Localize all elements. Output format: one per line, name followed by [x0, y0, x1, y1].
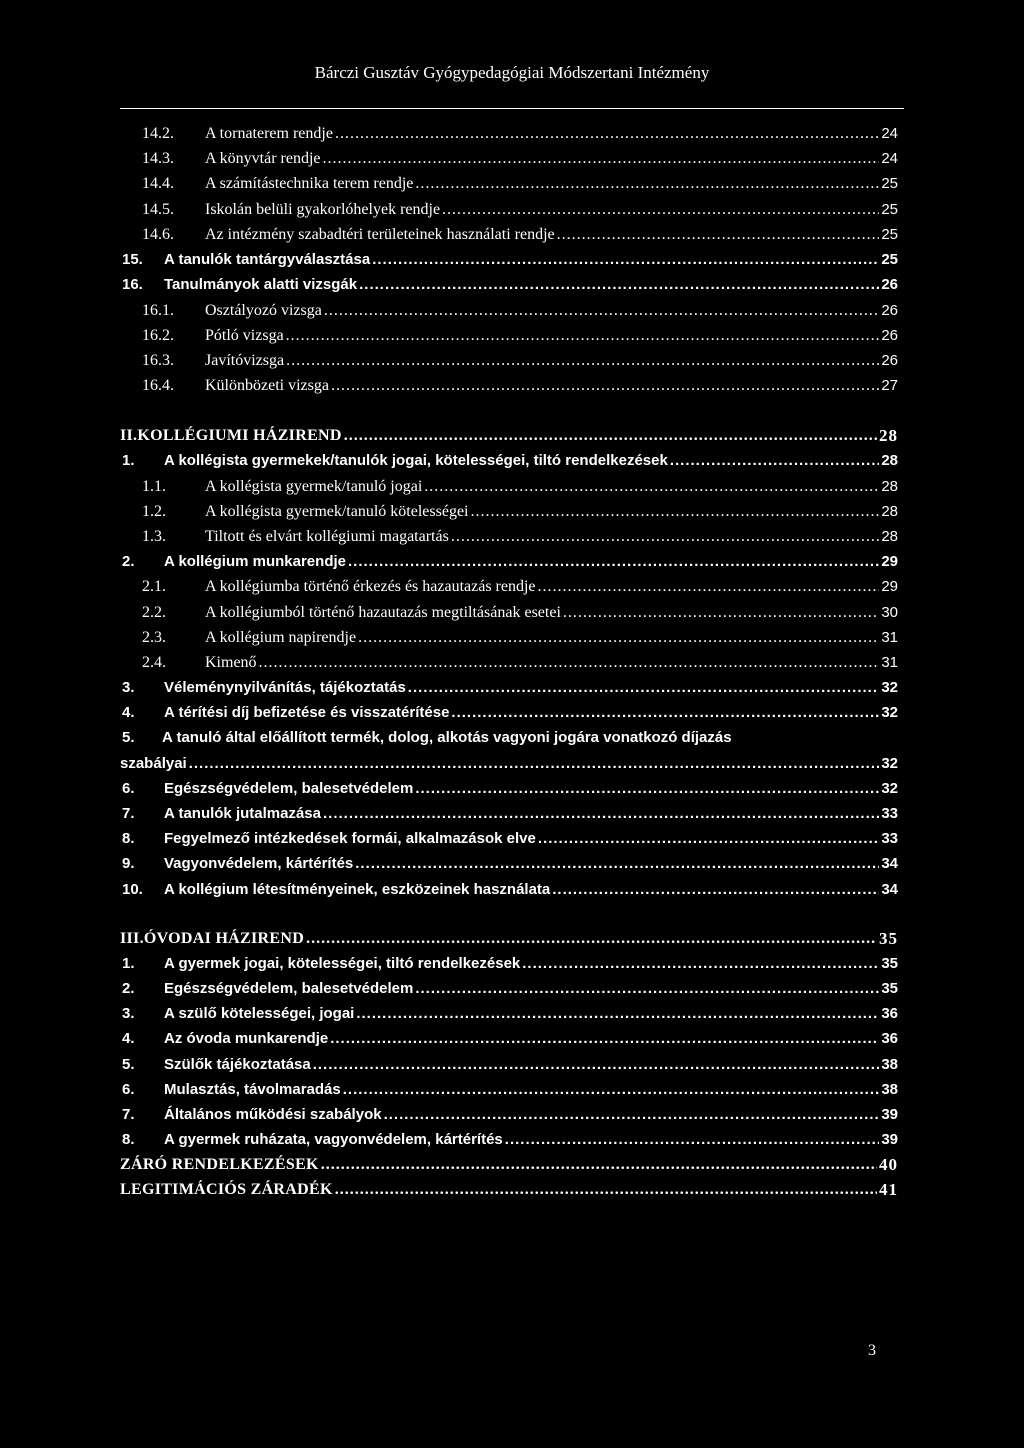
toc-entry-title: A gyermek jogai, kötelességei, tiltó rendelkezések — [164, 955, 521, 972]
toc-entry-title: A kollégista gyermekek/tanulók jogai, kötelességei, tiltó rendelkezések — [164, 452, 668, 469]
toc-entry-title: A gyermek ruházata, vagyonvédelem, kártérítés — [164, 1131, 503, 1148]
toc-entry-page: 41 — [879, 1180, 898, 1199]
toc-entry[interactable] — [120, 351, 898, 371]
toc-entry[interactable] — [120, 174, 898, 194]
toc-entry-title: A tanulók jutalmazása — [164, 805, 321, 822]
toc-entry-page: 34 — [881, 855, 898, 872]
dot-leader — [259, 653, 880, 673]
toc-entry[interactable] — [120, 149, 898, 169]
dot-leader — [323, 804, 879, 824]
toc-entry-title: Javítóvizsga — [205, 352, 285, 369]
toc-entry-page: 26 — [881, 352, 898, 369]
dot-leader — [415, 779, 879, 799]
dot-leader — [563, 603, 879, 623]
toc-part-heading[interactable] — [120, 1155, 898, 1175]
toc-entry-number: 4. — [122, 1030, 135, 1047]
toc-entry-page: 26 — [881, 302, 898, 319]
toc-entry[interactable] — [120, 301, 898, 321]
toc-entry[interactable] — [120, 451, 898, 471]
toc-entry-number: 14.6. — [142, 226, 174, 243]
toc-entry[interactable] — [120, 1105, 898, 1125]
toc-entry[interactable] — [120, 779, 898, 799]
toc-entry[interactable] — [120, 628, 898, 648]
dot-leader — [343, 1080, 880, 1100]
toc-part-heading[interactable] — [120, 1180, 898, 1200]
toc-entry-page: 36 — [881, 1030, 898, 1047]
toc-entry-number: 15. — [122, 251, 143, 268]
dot-leader — [670, 451, 880, 471]
toc-entry-number: 2.4. — [142, 654, 166, 671]
dot-leader — [415, 979, 879, 999]
toc-entry-title: A kollégium napirendje — [205, 629, 357, 646]
toc-entry-page: 39 — [881, 1131, 898, 1148]
toc-entry-number: 16.2. — [142, 327, 174, 344]
dot-leader — [286, 326, 880, 346]
toc-entry-page: 30 — [881, 604, 898, 621]
toc-entry[interactable] — [120, 124, 898, 144]
toc-entry-page: 28 — [879, 426, 898, 445]
toc-entry-number: 1. — [122, 955, 135, 972]
toc-entry-number: 3. — [122, 1005, 135, 1022]
toc-entry-title: Különbözeti vizsga — [205, 377, 329, 394]
toc-entry[interactable] — [120, 275, 898, 295]
toc-entry-title-continuation: szabályai — [120, 755, 187, 772]
toc-entry-number: 16.4. — [142, 377, 174, 394]
toc-entry-number: 2. — [122, 553, 135, 570]
toc-entry-title: LEGITIMÁCIÓS ZÁRADÉK — [120, 1181, 333, 1198]
toc-entry-number: 10. — [122, 881, 143, 898]
toc-entry-title: A könyvtár rendje — [205, 150, 321, 167]
dot-leader — [424, 477, 879, 497]
toc-entry-number: 16.3. — [142, 352, 174, 369]
toc-entry-number: 14.5. — [142, 201, 174, 218]
toc-entry-number: 16. — [122, 276, 143, 293]
dot-leader — [538, 829, 879, 849]
toc-entry-number: 9. — [122, 855, 135, 872]
toc-part-heading[interactable] — [120, 426, 898, 446]
toc-entry-title: Iskolán belüli gyakorlóhelyek rendje — [205, 201, 441, 218]
toc-entry[interactable] — [120, 326, 898, 346]
toc-entry[interactable] — [120, 225, 898, 245]
toc-entry-title: Tanulmányok alatti vizsgák — [164, 276, 358, 293]
toc-entry-title: III.ÓVODAI HÁZIREND — [120, 930, 305, 947]
toc-entry-page: 28 — [881, 478, 898, 495]
toc-entry-page: 39 — [881, 1106, 898, 1123]
toc-entry-number: 3. — [122, 679, 135, 696]
toc-entry[interactable] — [120, 804, 898, 824]
toc-entry-title: A kollégium munkarendje — [164, 553, 346, 570]
toc-entry-title: A kollégium létesítményeinek, eszközeinek használata — [164, 881, 551, 898]
toc-entry-page: 25 — [881, 226, 898, 243]
toc-entry-wrapped-line[interactable] — [122, 728, 732, 748]
dot-leader — [372, 250, 879, 270]
toc-entry[interactable] — [120, 1055, 898, 1075]
toc-entry-page: 32 — [881, 704, 898, 721]
toc-entry-page: 27 — [881, 377, 898, 394]
toc-entry-title: Osztályozó vizsga — [205, 302, 322, 319]
toc-entry-title: A szülő kötelességei, jogai — [164, 1005, 355, 1022]
toc-entry[interactable] — [120, 653, 898, 673]
toc-part-heading[interactable] — [120, 929, 898, 949]
toc-entry-page: 24 — [881, 125, 898, 142]
dot-leader — [538, 577, 880, 597]
dot-leader — [189, 754, 880, 774]
dot-leader — [321, 1155, 877, 1175]
toc-entry[interactable] — [120, 979, 898, 999]
dot-leader — [358, 628, 879, 648]
toc-entry[interactable] — [120, 577, 898, 597]
toc-entry-page: 28 — [881, 452, 898, 469]
dot-leader — [451, 703, 879, 723]
toc-entry-title: A kollégista gyermek/tanuló jogai — [205, 478, 423, 495]
toc-entry-number: 2. — [122, 980, 135, 997]
toc-entry-page: 38 — [881, 1056, 898, 1073]
toc-entry-title: Kimenő — [205, 654, 257, 671]
toc-entry-number: 5. — [122, 729, 135, 746]
toc-entry-title: Általános működési szabályok — [164, 1106, 382, 1123]
dot-leader — [451, 527, 880, 547]
dot-leader — [323, 149, 880, 169]
toc-entry-number: 4. — [122, 704, 135, 721]
dot-leader — [335, 1180, 877, 1200]
toc-entry-title: Vagyonvédelem, kártérítés — [164, 855, 354, 872]
toc-entry[interactable] — [120, 250, 898, 270]
toc-entry-number: 1.2. — [142, 503, 166, 520]
toc-entry-page: 25 — [881, 251, 898, 268]
toc-entry-title: Pótló vizsga — [205, 327, 284, 344]
toc-entry-page: 29 — [881, 553, 898, 570]
toc-entry-title: A tanulók tantárgyválasztása — [164, 251, 371, 268]
dot-leader — [344, 426, 877, 446]
toc-entry-page: 33 — [881, 805, 898, 822]
toc-entry-title: A számítástechnika terem rendje — [205, 175, 414, 192]
toc-entry-title: A kollégiumból történő hazautazás megtiltásának esetei — [205, 604, 561, 621]
toc-entry-page: 28 — [881, 528, 898, 545]
toc-entry[interactable] — [120, 954, 898, 974]
toc-entry-title: A tanuló által előállított termék, dolog, alkotás vagyoni jogára vonatkozó díjazás — [162, 729, 732, 746]
toc-entry[interactable] — [120, 854, 898, 874]
dot-leader — [557, 225, 880, 245]
toc-entry[interactable] — [120, 1080, 898, 1100]
toc-entry-page: 29 — [881, 578, 898, 595]
toc-entry-number: 1.3. — [142, 528, 166, 545]
toc-entry-number: 16.1. — [142, 302, 174, 319]
toc-entry-number: 2.2. — [142, 604, 166, 621]
dot-leader — [306, 929, 877, 949]
toc-entry-title: A kollégista gyermek/tanuló kötelességei — [205, 503, 469, 520]
toc-entry-page: 40 — [879, 1155, 898, 1174]
dot-leader — [313, 1055, 880, 1075]
dot-leader — [442, 200, 879, 220]
toc-entry[interactable] — [120, 1029, 898, 1049]
toc-entry[interactable] — [120, 678, 898, 698]
toc-entry-number: 6. — [122, 1081, 135, 1098]
toc-entry[interactable] — [120, 829, 898, 849]
toc-entry-page: 32 — [881, 755, 898, 772]
toc-entry-page: 26 — [881, 276, 898, 293]
page-header: Bárczi Gusztáv Gyógypedagógiai Módszertani Intézmény — [314, 63, 710, 82]
toc-entry-number: 7. — [122, 1106, 135, 1123]
toc-entry-page: 38 — [881, 1081, 898, 1098]
toc-entry-number: 8. — [122, 1131, 135, 1148]
toc-entry-number: 1.1. — [142, 478, 166, 495]
dot-leader — [408, 678, 880, 698]
toc-entry-title: A térítési díj befizetése és visszatérítése — [164, 704, 450, 721]
toc-entry-page: 31 — [881, 654, 898, 671]
dot-leader — [471, 502, 880, 522]
dot-leader — [522, 954, 879, 974]
toc-entry-number: 14.4. — [142, 175, 174, 192]
toc-entry-title: Az intézmény szabadtéri területeinek használati rendje — [205, 226, 555, 243]
toc-entry-title: Az óvoda munkarendje — [164, 1030, 329, 1047]
toc-entry[interactable] — [120, 527, 898, 547]
dot-leader — [286, 351, 879, 371]
toc-entry-page: 28 — [881, 503, 898, 520]
toc-entry[interactable] — [120, 200, 898, 220]
toc-entry-title: ZÁRÓ RENDELKEZÉSEK — [120, 1156, 319, 1173]
toc-entry-page: 35 — [881, 955, 898, 972]
toc-entry-number: 2.1. — [142, 578, 166, 595]
toc-entry-page: 36 — [881, 1005, 898, 1022]
toc-entry-page: 34 — [881, 881, 898, 898]
toc-entry-title: Egészségvédelem, balesetvédelem — [164, 780, 414, 797]
dot-leader — [330, 1029, 879, 1049]
toc-entry-title: Szülők tájékoztatása — [164, 1056, 311, 1073]
toc-entry-title: Tiltott és elvárt kollégiumi magatartás — [205, 528, 449, 545]
toc-entry-page: 31 — [881, 629, 898, 646]
toc-entry[interactable] — [120, 754, 898, 774]
dot-leader — [552, 880, 879, 900]
toc-entry-page: 25 — [881, 175, 898, 192]
toc-entry-page: 24 — [881, 150, 898, 167]
toc-entry-title: Fegyelmező intézkedések formái, alkalmazások elve — [164, 830, 536, 847]
dot-leader — [384, 1105, 880, 1125]
toc-entry[interactable] — [120, 703, 898, 723]
dot-leader — [355, 854, 879, 874]
toc-entry-number: 1. — [122, 452, 135, 469]
toc-entry-page: 35 — [881, 980, 898, 997]
toc-entry-number: 7. — [122, 805, 135, 822]
toc-entry-number: 8. — [122, 830, 135, 847]
dot-leader — [505, 1130, 880, 1150]
toc-entry[interactable] — [120, 1130, 898, 1150]
toc-entry[interactable] — [120, 603, 898, 623]
page-number: 3 — [868, 1342, 876, 1359]
toc-entry[interactable] — [120, 477, 898, 497]
dot-leader — [415, 174, 879, 194]
dot-leader — [335, 124, 879, 144]
toc-entry[interactable] — [120, 552, 898, 572]
toc-entry[interactable] — [120, 502, 898, 522]
toc-entry-page: 32 — [881, 780, 898, 797]
toc-entry-page: 26 — [881, 327, 898, 344]
dot-leader — [331, 376, 879, 396]
dot-leader — [348, 552, 879, 572]
toc-entry-number: 14.2. — [142, 125, 174, 142]
dot-leader — [359, 275, 879, 295]
toc-entry-page: 35 — [879, 929, 898, 948]
toc-entry-title: Egészségvédelem, balesetvédelem — [164, 980, 414, 997]
toc-entry-title: A tornaterem rendje — [205, 125, 333, 142]
dot-leader — [324, 301, 879, 321]
toc-entry-title: II.KOLLÉGIUMI HÁZIREND — [120, 427, 342, 444]
toc-entry-page: 33 — [881, 830, 898, 847]
toc-entry[interactable] — [120, 376, 898, 396]
toc-entry-title: A kollégiumba történő érkezés és hazautazás rendje — [205, 578, 536, 595]
toc-entry-number: 2.3. — [142, 629, 166, 646]
toc-entry-title: Mulasztás, távolmaradás — [164, 1081, 341, 1098]
toc-entry-number: 5. — [122, 1056, 135, 1073]
toc-entry-title: Véleménynyilvánítás, tájékoztatás — [164, 679, 406, 696]
toc-entry-page: 32 — [881, 679, 898, 696]
toc-entry-number: 14.3. — [142, 150, 174, 167]
dot-leader — [356, 1004, 879, 1024]
toc-entry-number: 6. — [122, 780, 135, 797]
toc-entry[interactable] — [120, 880, 898, 900]
toc-entry[interactable] — [120, 1004, 898, 1024]
toc-entry-page: 25 — [881, 201, 898, 218]
